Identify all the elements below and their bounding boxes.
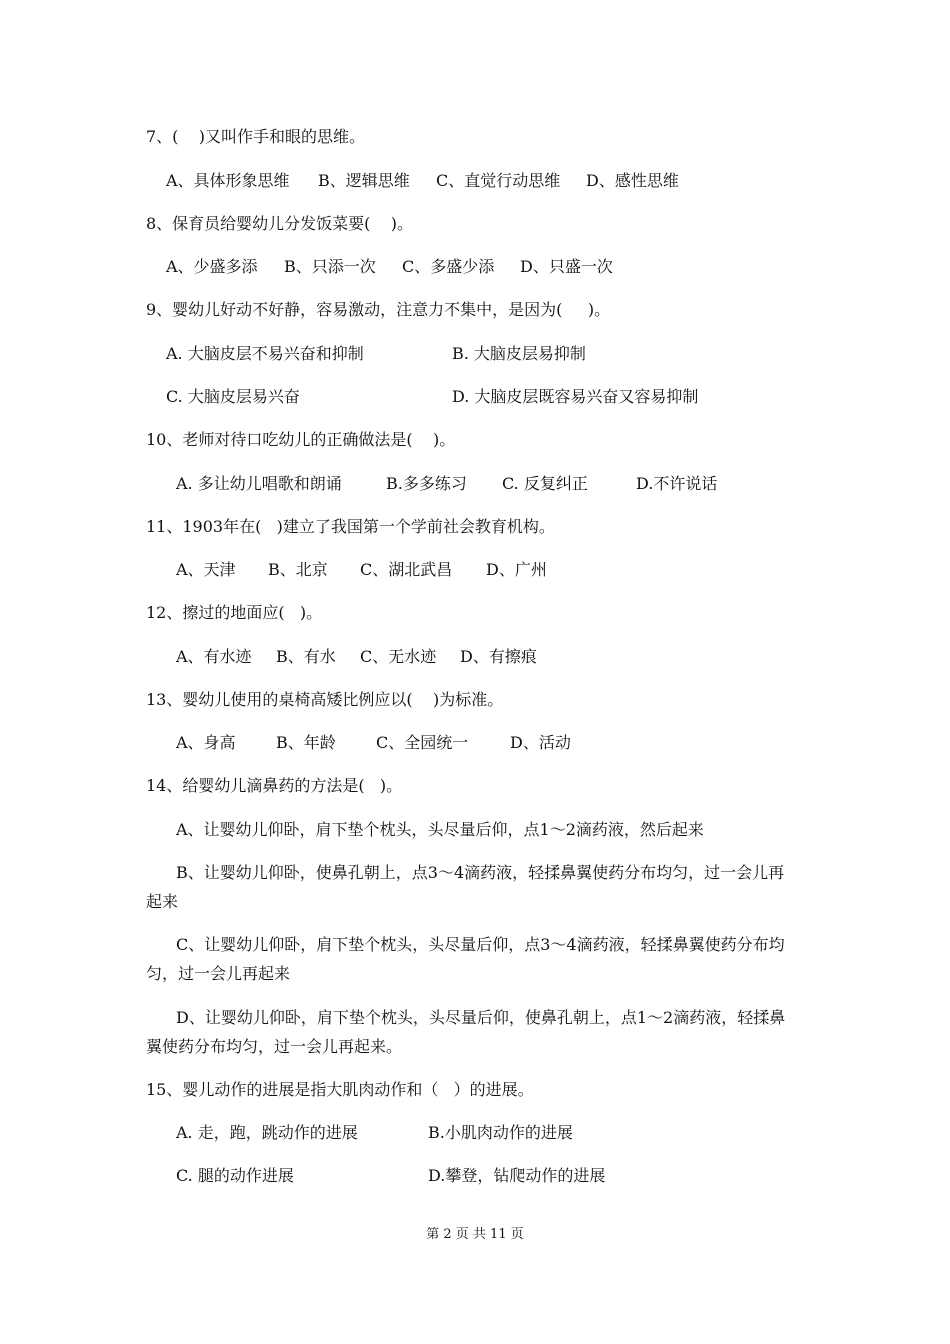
question-14-option-d-cont: 翼使药分布均匀，过一会儿再起来。: [146, 1037, 403, 1056]
question-14-option-c: C、让婴幼儿仰卧，肩下垫个枕头，头尽量后仰，点3～4滴药液，轻揉鼻翼使药分布均: [176, 935, 785, 954]
option-a: A. 走，跑，跳动作的进展: [176, 1123, 358, 1142]
option-b: B、逻辑思维: [318, 171, 410, 190]
option-a: A. 大脑皮层不易兴奋和抑制: [166, 344, 364, 363]
question-14-option-c-cont: 匀，过一会儿再起来: [146, 964, 291, 983]
page-number-footer: 第 2 页 共 11 页: [426, 1227, 524, 1242]
option-c: C. 大脑皮层易兴奋: [166, 387, 300, 406]
question-8-stem: 8、保育员给婴幼儿分发饭菜要( )。: [146, 214, 414, 233]
option-d: D、感性思维: [586, 171, 679, 190]
option-d: D.不许说话: [636, 474, 718, 493]
option-b: B、只添一次: [284, 257, 376, 276]
option-b: B. 大脑皮层易抑制: [452, 344, 586, 363]
option-b: B.小肌肉动作的进展: [428, 1123, 573, 1142]
option-c: C、湖北武昌: [360, 560, 453, 579]
question-9-stem: 9、婴幼儿好动不好静，容易激动，注意力不集中，是因为( )。: [146, 300, 611, 319]
option-c: C、无水迹: [360, 647, 437, 666]
question-11-stem: 11、1903年在( )建立了我国第一个学前社会教育机构。: [146, 517, 555, 536]
option-b: B、北京: [268, 560, 328, 579]
option-c: C. 反复纠正: [502, 474, 588, 493]
option-d: D. 大脑皮层既容易兴奋又容易抑制: [452, 387, 699, 406]
option-a: A、有水迹: [176, 647, 252, 666]
question-10-stem: 10、老师对待口吃幼儿的正确做法是( )。: [146, 430, 456, 449]
question-14-option-b-cont: 起来: [146, 892, 179, 911]
option-a: A、身高: [176, 733, 236, 752]
option-a: A、天津: [176, 560, 236, 579]
question-12-stem: 12、擦过的地面应( )。: [146, 603, 323, 622]
option-a: A、少盛多添: [166, 257, 258, 276]
question-14-option-d: D、让婴幼儿仰卧，肩下垫个枕头，头尽量后仰，使鼻孔朝上，点1～2滴药液，轻揉鼻: [176, 1008, 786, 1027]
option-b: B.多多练习: [386, 474, 467, 493]
option-c: C、全园统一: [376, 733, 469, 752]
option-d: D、广州: [486, 560, 547, 579]
question-14-option-b: B、让婴幼儿仰卧，使鼻孔朝上，点3～4滴药液，轻揉鼻翼使药分布均匀，过一会儿再: [176, 863, 785, 882]
option-d: D、有擦痕: [460, 647, 537, 666]
option-a: A. 多让幼儿唱歌和朗诵: [176, 474, 342, 493]
question-14-option-a: A、让婴幼儿仰卧，肩下垫个枕头，头尽量后仰，点1～2滴药液，然后起来: [176, 820, 704, 839]
option-c: C、多盛少添: [402, 257, 495, 276]
option-c: C、直觉行动思维: [436, 171, 561, 190]
option-b: B、年龄: [276, 733, 336, 752]
option-c: C. 腿的动作进展: [176, 1166, 294, 1185]
option-d: D、只盛一次: [520, 257, 613, 276]
option-d: D、活动: [510, 733, 571, 752]
option-d: D.攀登，钻爬动作的进展: [428, 1166, 606, 1185]
question-7-stem: 7、( )又叫作手和眼的思维。: [146, 127, 366, 146]
question-13-stem: 13、婴幼儿使用的桌椅高矮比例应以( )为标准。: [146, 690, 504, 709]
option-a: A、具体形象思维: [166, 171, 290, 190]
question-14-stem: 14、给婴幼儿滴鼻药的方法是( )。: [146, 776, 403, 795]
option-b: B、有水: [276, 647, 336, 666]
question-15-stem: 15、婴儿动作的进展是指大肌肉动作和（ ）的进展。: [146, 1080, 534, 1099]
